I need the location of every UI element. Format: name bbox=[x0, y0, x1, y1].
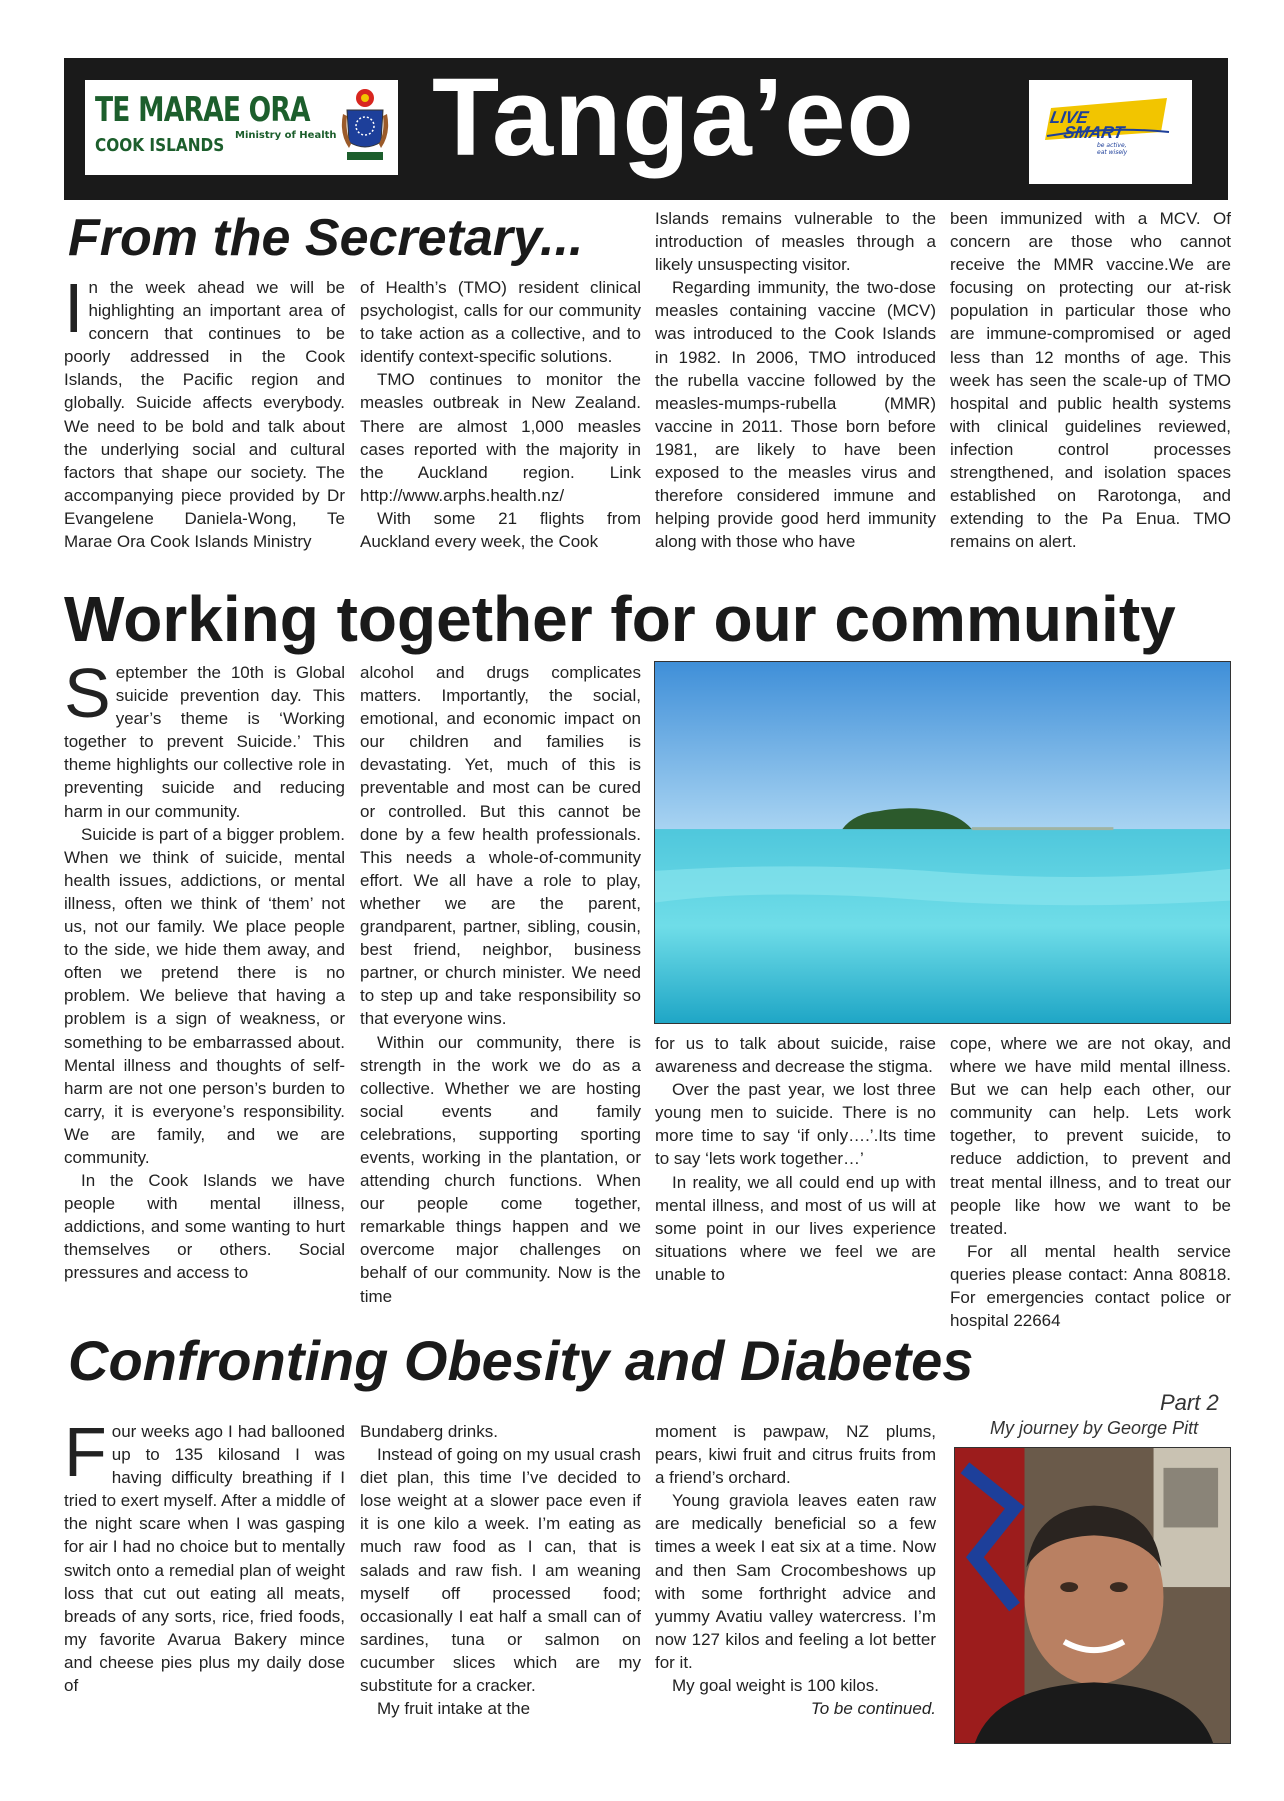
article-paragraph: My fruit intake at the bbox=[377, 1699, 531, 1719]
article-paragraph: our weeks ago I had ballooned up to 135 kilosand I was having difficulty breathing if I tried to exert myself. After a middle of the night scare when I was gasping for air I had no choice but to mentally switch onto a remedial plan of weight loss that cut out eating all meats, breads of any sorts, rice, fried foods, my favorite Avarua Bakery mince and cheese pies plus my daily dose of bbox=[64, 1422, 345, 1696]
article-paragraph: TMO continues to monitor the measles outbreak in New Zealand. There are almost 1,000 measles cases reported with the majority in the Auckland region. Link http://www.arphs.health.nz/ bbox=[360, 370, 641, 505]
article-paragraph: n the week ahead we will be highlighting an important area of concern that continues to be poorly addressed in the Cook Islands, the Pacific region and globally. Suicide affects everybody. We need to be bold and talk about the underlying social and cultural factors that shape our society. The accompanying piece provided by Dr Evangelene Daniela-Wong, Te Marae Ora Cook Islands Ministry bbox=[64, 278, 345, 552]
article-paragraph: In the Cook Islands we have people with mental illness, addictions, and some wanting to hurt themselves or others. Social pressures and access to bbox=[64, 1171, 345, 1283]
secretary-column-1 bbox=[64, 269, 345, 553]
livesmart-line2: SMART bbox=[1062, 123, 1126, 142]
george-pitt-portrait bbox=[954, 1447, 1231, 1744]
article-paragraph: been immunized with a MCV. Of concern are those who cannot receive the MMR vaccine.We are focusing on protecting our at-risk population in particular those who are immune-compromised or aged less than 12 months of age. This week has seen the scale-up of TMO hospital and public health systems with clinical guidelines reviewed, infection control processes strengthened, and isolation spaces established on Rarotonga, and extending to the Pa Enua. TMO remains on alert. bbox=[950, 209, 1231, 552]
article-paragraph: Bundaberg drinks. bbox=[360, 1422, 498, 1441]
working-headline: Working together for our community bbox=[64, 583, 1176, 655]
secretary-column-4 bbox=[950, 207, 1231, 553]
article-paragraph: Suicide is part of a bigger problem. When we think of suicide, mental health issues, addictions, or mental illness, often we think of ‘them’ not us, not our family. We place people to the side, we hide them away, and often we pretend there is no problem. We believe that having a problem is a sign of weakness, or something to be embarrassed about. Mental illness and thoughts of self-harm are not one person’s burden to carry, it is everyone’s responsibility. We are family, and we are community. bbox=[64, 824, 345, 1167]
livesmart-tag1: be active, bbox=[1097, 142, 1127, 149]
article-paragraph: alcohol and drugs complicates matters. Importantly, the social, emotional, and economic impact on our children and families is devastating. Yet, much of this is preventable and most can be cured or controlled. But this cannot be done by a few health professionals. This needs a whole-of-community effort. We all have a role to play, whether we are the parent, grandparent, partner, sibling, cousin, best friend, neighbor, business partner, or church minister. We need to step up and take responsibility so that everyone wins. bbox=[360, 663, 641, 1029]
livesmart-tag2: eat wisely bbox=[1097, 149, 1128, 156]
article-paragraph: For all mental health service queries please contact: Anna 80818. For emergencies contact police or hospital 22664 bbox=[950, 1241, 1231, 1331]
masthead bbox=[64, 58, 1228, 200]
to-be-continued: To be continued. bbox=[810, 1699, 936, 1719]
lagoon-photo bbox=[654, 661, 1231, 1024]
working-column-4 bbox=[950, 1032, 1231, 1332]
part-label: Part 2 bbox=[1160, 1390, 1219, 1415]
secretary-dropcap: I bbox=[64, 269, 84, 347]
secretary-column-2 bbox=[360, 276, 641, 553]
article-paragraph: eptember the 10th is Global suicide prevention day. This year’s theme is ‘Working together to prevent Suicide.’ This theme highlights our collective role in preventing suicide and reducing harm in our community. bbox=[64, 663, 345, 821]
article-paragraph: In reality, we all could end up with mental illness, and most of us will at some point in our lives experience situations where we feel we are unable to bbox=[655, 1172, 936, 1284]
livesmart-line1: LIVE bbox=[1048, 108, 1090, 127]
article-paragraph: Instead of going on my usual crash diet plan, this time I’ve decided to lose weight at a slower pace even if it is one kilo a week. I’m eating as much raw food as I can, that is salads and raw fish. I am weaning myself off processed food; occasionally I eat half a small can of sardines, tuna or salmon on cucumber slices which are my substitute for a cracker. bbox=[360, 1445, 641, 1696]
working-dropcap: S bbox=[64, 654, 111, 732]
secretary-headline: From the Secretary... bbox=[68, 209, 584, 267]
working-column-1 bbox=[64, 654, 345, 1285]
obesity-column-2 bbox=[360, 1420, 641, 1720]
article-paragraph: Islands remains vulnerable to the introduction of measles through a likely unsuspecting visitor. bbox=[655, 209, 936, 275]
article-paragraph: My goal weight is 100 kilos. bbox=[672, 1676, 879, 1696]
article-paragraph: With some 21 flights from Auckland every week, the Cook bbox=[360, 508, 641, 552]
livesmart-logo-icon bbox=[1029, 80, 1192, 184]
byline: My journey by George Pitt bbox=[990, 1418, 1199, 1438]
article-paragraph: Regarding immunity, the two-dose measles containing vaccine (MCV) was introduced to the Cook Islands in 1982. In 2006, TMO introduced the rubella vaccine followed by the measles-mumps-rubella (MMR) vaccine in 2011. Those born before 1981, are likely to have been exposed to the measles virus and therefore considered immune and helping provide good herd immunity along with those who have bbox=[655, 278, 936, 552]
article-paragraph: for us to talk about suicide, raise awareness and decrease the stigma. bbox=[655, 1034, 936, 1077]
working-column-2 bbox=[360, 661, 641, 1308]
obesity-headline: Confronting Obesity and Diabetes bbox=[68, 1329, 974, 1392]
article-paragraph: of Health’s (TMO) resident clinical psychologist, calls for our community to take action as a collective, and to identify context-specific solutions. bbox=[360, 278, 641, 367]
obesity-column-3 bbox=[655, 1420, 936, 1720]
obesity-column-1 bbox=[64, 1413, 345, 1697]
logo-ministry-text: Ministry of Health bbox=[235, 130, 337, 141]
article-paragraph: Young graviola leaves eaten raw are medically beneficial so a few times a week I eat six at a time. Now and then Sam Crocombeshows up with some forthright advice and yummy Avatiu valley watercress. I’m now 127 kilos and feeling a lot better for it. bbox=[655, 1491, 936, 1672]
working-column-3 bbox=[655, 1032, 936, 1286]
article-paragraph: Within our community, there is strength in the work we do as a collective. Whether we are hosting social events and family celebrations, supporting sporting events, working in the plantation, or attending church functions. When our people come together, remarkable things happen and we overcome major challenges on behalf of our community. Now is the time bbox=[360, 1032, 641, 1306]
cook-islands-crest-icon bbox=[341, 86, 389, 168]
article-paragraph: Over the past year, we lost three young men to suicide. There is no more time to say ‘if only….’.Its time to say ‘lets work together…’ bbox=[655, 1080, 936, 1169]
article-paragraph: moment is pawpaw, NZ plums, pears, kiwi fruit and citrus fruits from a friend’s orchard. bbox=[655, 1422, 936, 1488]
te-marae-ora-logo bbox=[85, 80, 398, 175]
obesity-dropcap: F bbox=[64, 1413, 107, 1491]
newsletter-title: Tanga’eo bbox=[432, 56, 915, 179]
article-paragraph: cope, where we are not okay, and where we have mild mental illness. But we can help each other, our community can help. Lets work together, to prevent suicide, to reduce addiction, to prevent and treat mental illness, and to treat our people like how we want to be treated. bbox=[950, 1034, 1231, 1238]
logo-sub-text: COOK ISLANDS bbox=[95, 135, 225, 156]
logo-main-text: TE MARAE ORA bbox=[95, 90, 310, 130]
secretary-column-3 bbox=[655, 207, 936, 553]
